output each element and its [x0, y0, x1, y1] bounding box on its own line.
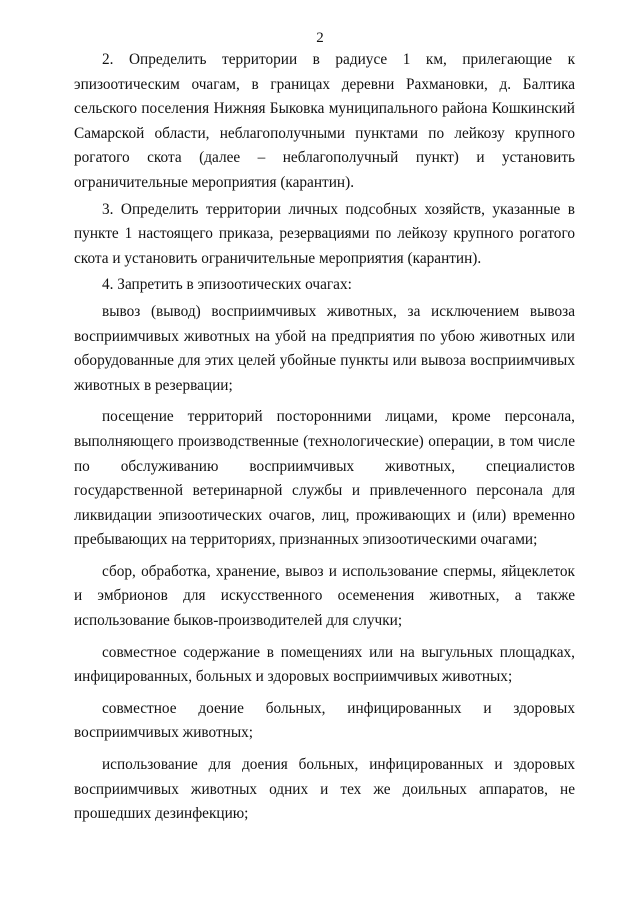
- prohibition-joint-milking: совместное доение больных, инфицированных и здоровых восприимчивых животных;: [74, 699, 575, 742]
- document-body: [74, 48, 575, 834]
- prohibition-export: вывоз (вывод) восприимчивых животных, за исключением вывоза восприимчивых животных на убой на предприятия по убою животных или оборудованные для этих целей убойные пункты или вывоза восприимчивых животных в резервации;: [74, 302, 575, 394]
- paragraph-item-2: 2. Определить территории в радиусе 1 км, прилегающие к эпизоотическим очагам, в границах деревни Рахмановки, д. Балтика сельского поселения Нижняя Быковка муниципального района Кошкинский Самарской области, неблагополучными пунктами по лейкозу крупного рогатого скота (далее – неблагополучный пункт) и установить ограничительные мероприятия (карантин).: [74, 51, 575, 191]
- page-number: 2: [316, 30, 324, 46]
- prohibition-semen: сбор, обработка, хранение, вывоз и использование спермы, яйцеклеток и эмбрионов для искусственного осеменения животных, а также использование быков-производителей для случки;: [74, 562, 575, 630]
- prohibition-joint-keeping: совместное содержание в помещениях или на выгульных площадках, инфицированных, больных и здоровых восприимчивых животных;: [74, 643, 575, 686]
- paragraph-item-4-heading: 4. Запретить в эпизоотических очагах:: [102, 276, 352, 294]
- prohibition-milking-equipment: использование для доения больных, инфицированных и здоровых восприимчивых животных одних и тех же доильных аппаратов, не прошедших дезинфекцию;: [74, 756, 575, 823]
- paragraph-item-3: 3. Определить территории личных подсобных хозяйств, указанные в пункте 1 настоящего приказа, резервациями по лейкозу крупного рогатого скота и установить ограничительные мероприятия (карантин).: [74, 200, 575, 267]
- prohibition-visits: посещение территорий посторонними лицами, кроме персонала, выполняющего производственные (технологические) операции, в том числе по обслуживанию восприимчивых животных, специалистов государственной ветеринарной службы и привлеченного персонала для ликвидации эпизоотических очагов, лиц, проживающих и (или) временно пребывающих на территориях, признанных эпизоотическими очагами;: [74, 408, 575, 549]
